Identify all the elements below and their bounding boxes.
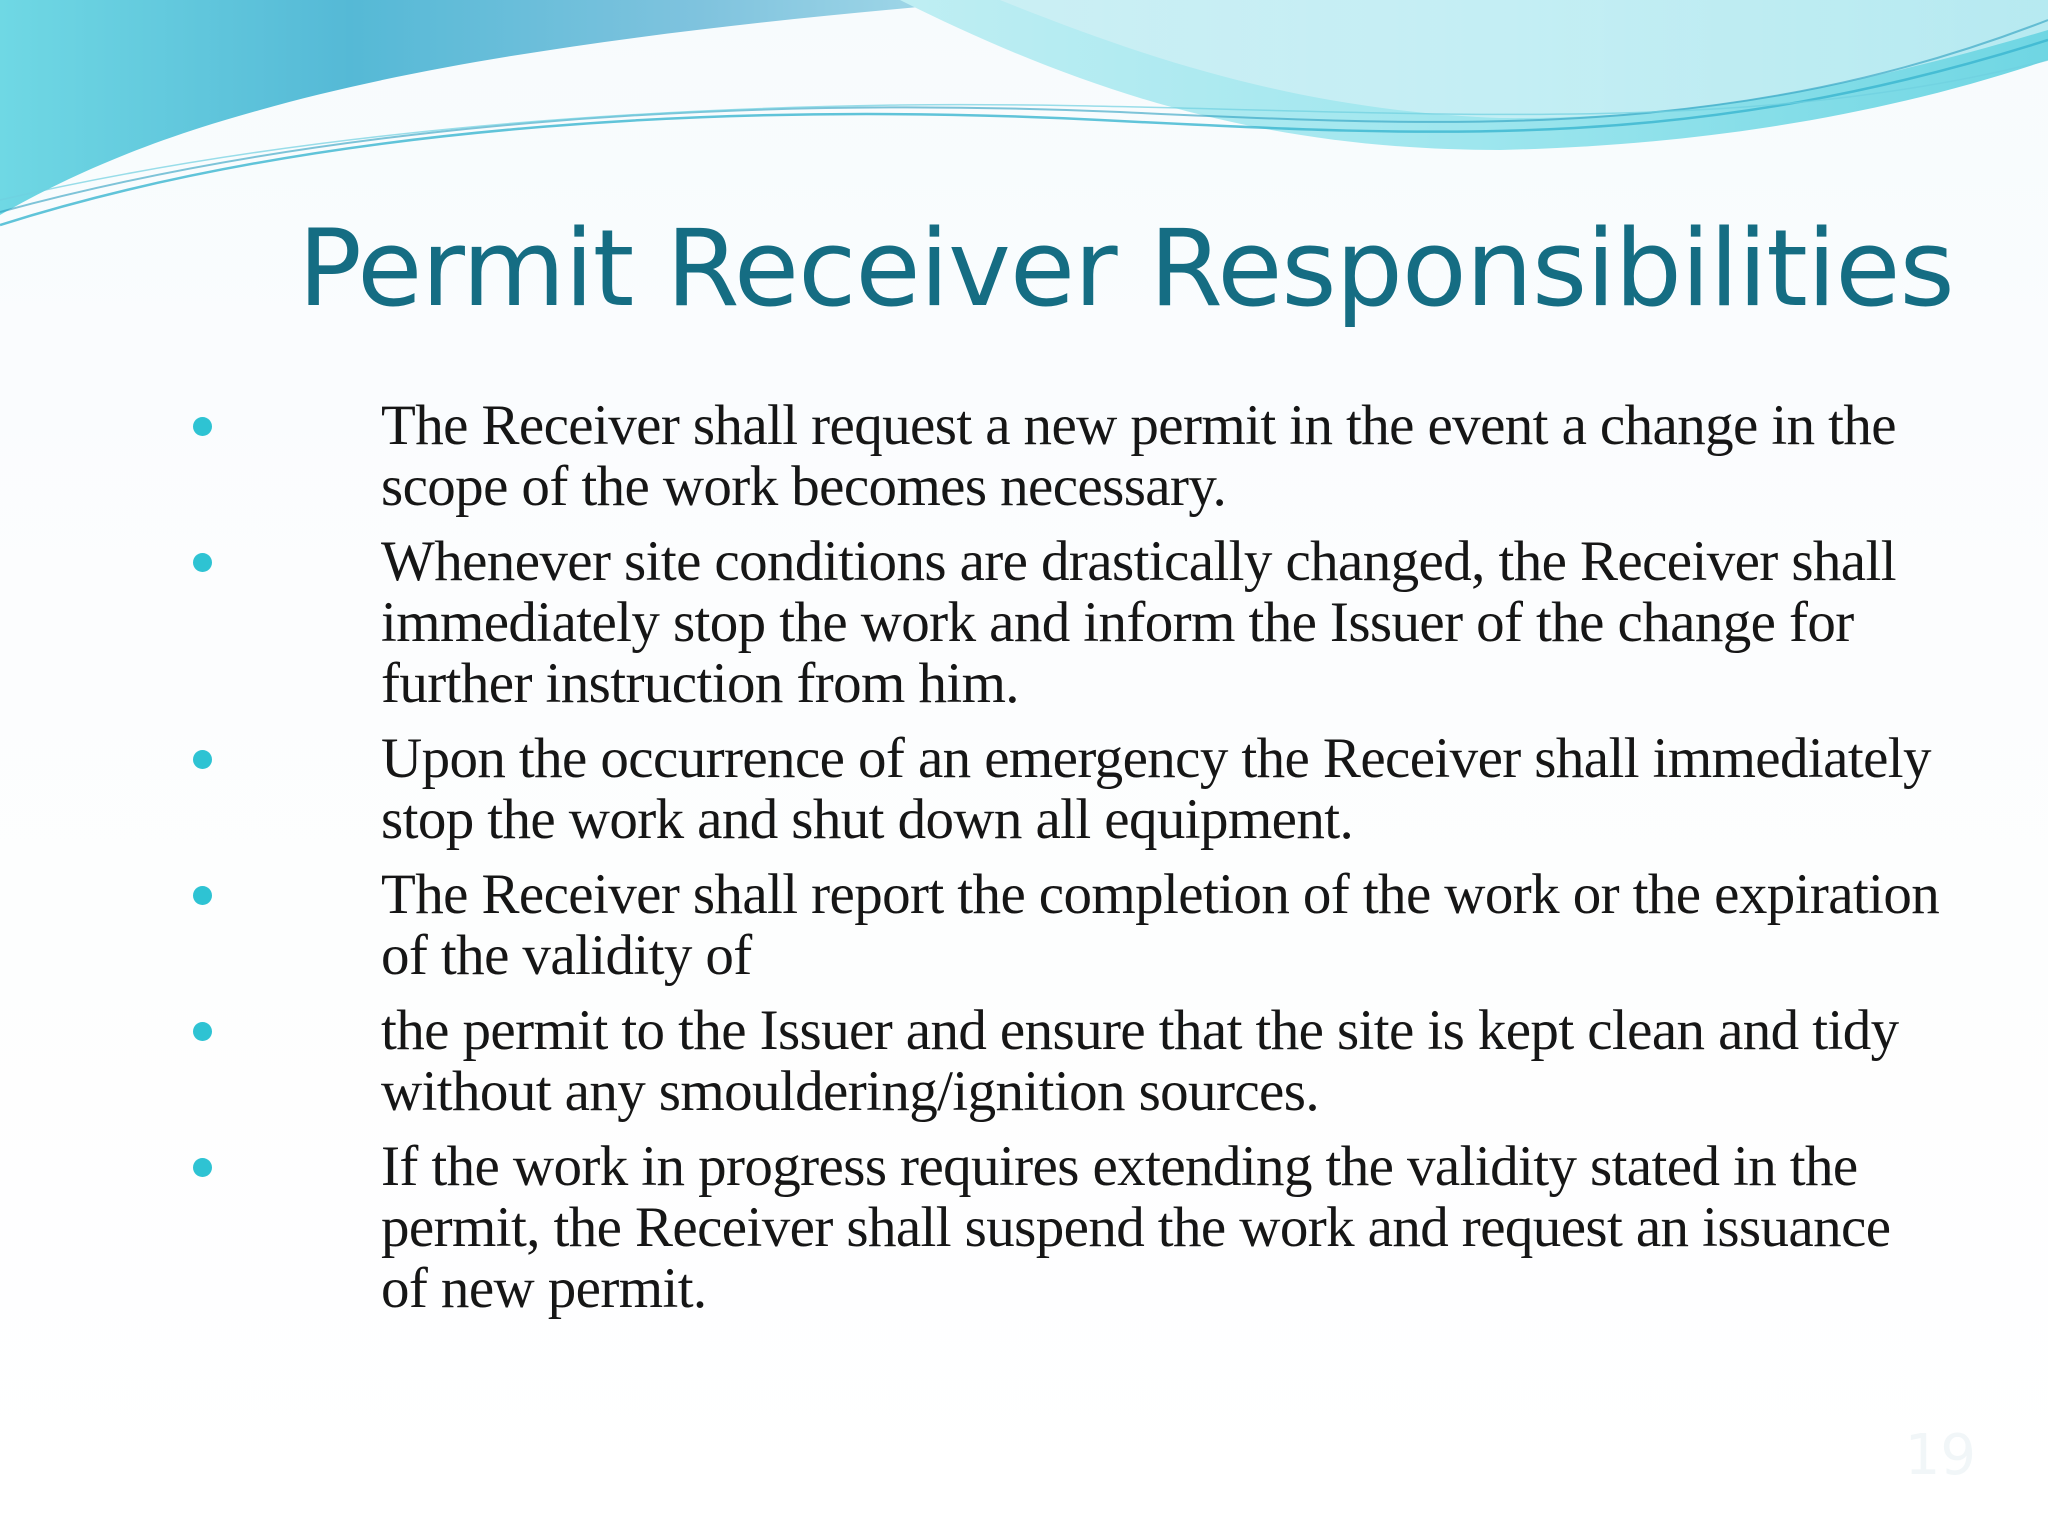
bullet-dot-icon bbox=[193, 1158, 212, 1177]
bullet-text: The Receiver shall report the completion of the work or the expiration of the validity of bbox=[381, 863, 1940, 987]
bullet-item bbox=[0, 864, 2048, 986]
bullet-item bbox=[0, 395, 2048, 517]
bullet-item bbox=[0, 1136, 2048, 1319]
bullet-text: If the work in progress requires extending the validity stated in the permit, the Receiver shall suspend the work and request an issuance of new permit. bbox=[381, 1135, 1891, 1320]
bullet-item bbox=[0, 531, 2048, 714]
bullet-list bbox=[0, 395, 2048, 1333]
slide-number: 19 bbox=[1904, 1423, 1976, 1488]
bullet-text: The Receiver shall request a new permit in the event a change in the scope of the work becomes necessary. bbox=[381, 394, 1896, 518]
bullet-item bbox=[0, 728, 2048, 850]
bullet-text: the permit to the Issuer and ensure that the site is kept clean and tidy without any smouldering/ignition sources. bbox=[381, 999, 1899, 1123]
slide-title: Permit Receiver Responsibilities bbox=[298, 207, 1954, 330]
bullet-dot-icon bbox=[193, 417, 212, 436]
bullet-dot-icon bbox=[193, 1022, 212, 1041]
bullet-text: Whenever site conditions are drastically changed, the Receiver shall immediately stop the work and inform the Issuer of the change for further instruction from him. bbox=[381, 530, 1896, 715]
bullet-dot-icon bbox=[193, 750, 212, 769]
bullet-text: Upon the occurrence of an emergency the Receiver shall immediately stop the work and shut down all equipment. bbox=[381, 727, 1931, 851]
bullet-dot-icon bbox=[193, 553, 212, 572]
bullet-dot-icon bbox=[193, 886, 212, 905]
bullet-item bbox=[0, 1000, 2048, 1122]
